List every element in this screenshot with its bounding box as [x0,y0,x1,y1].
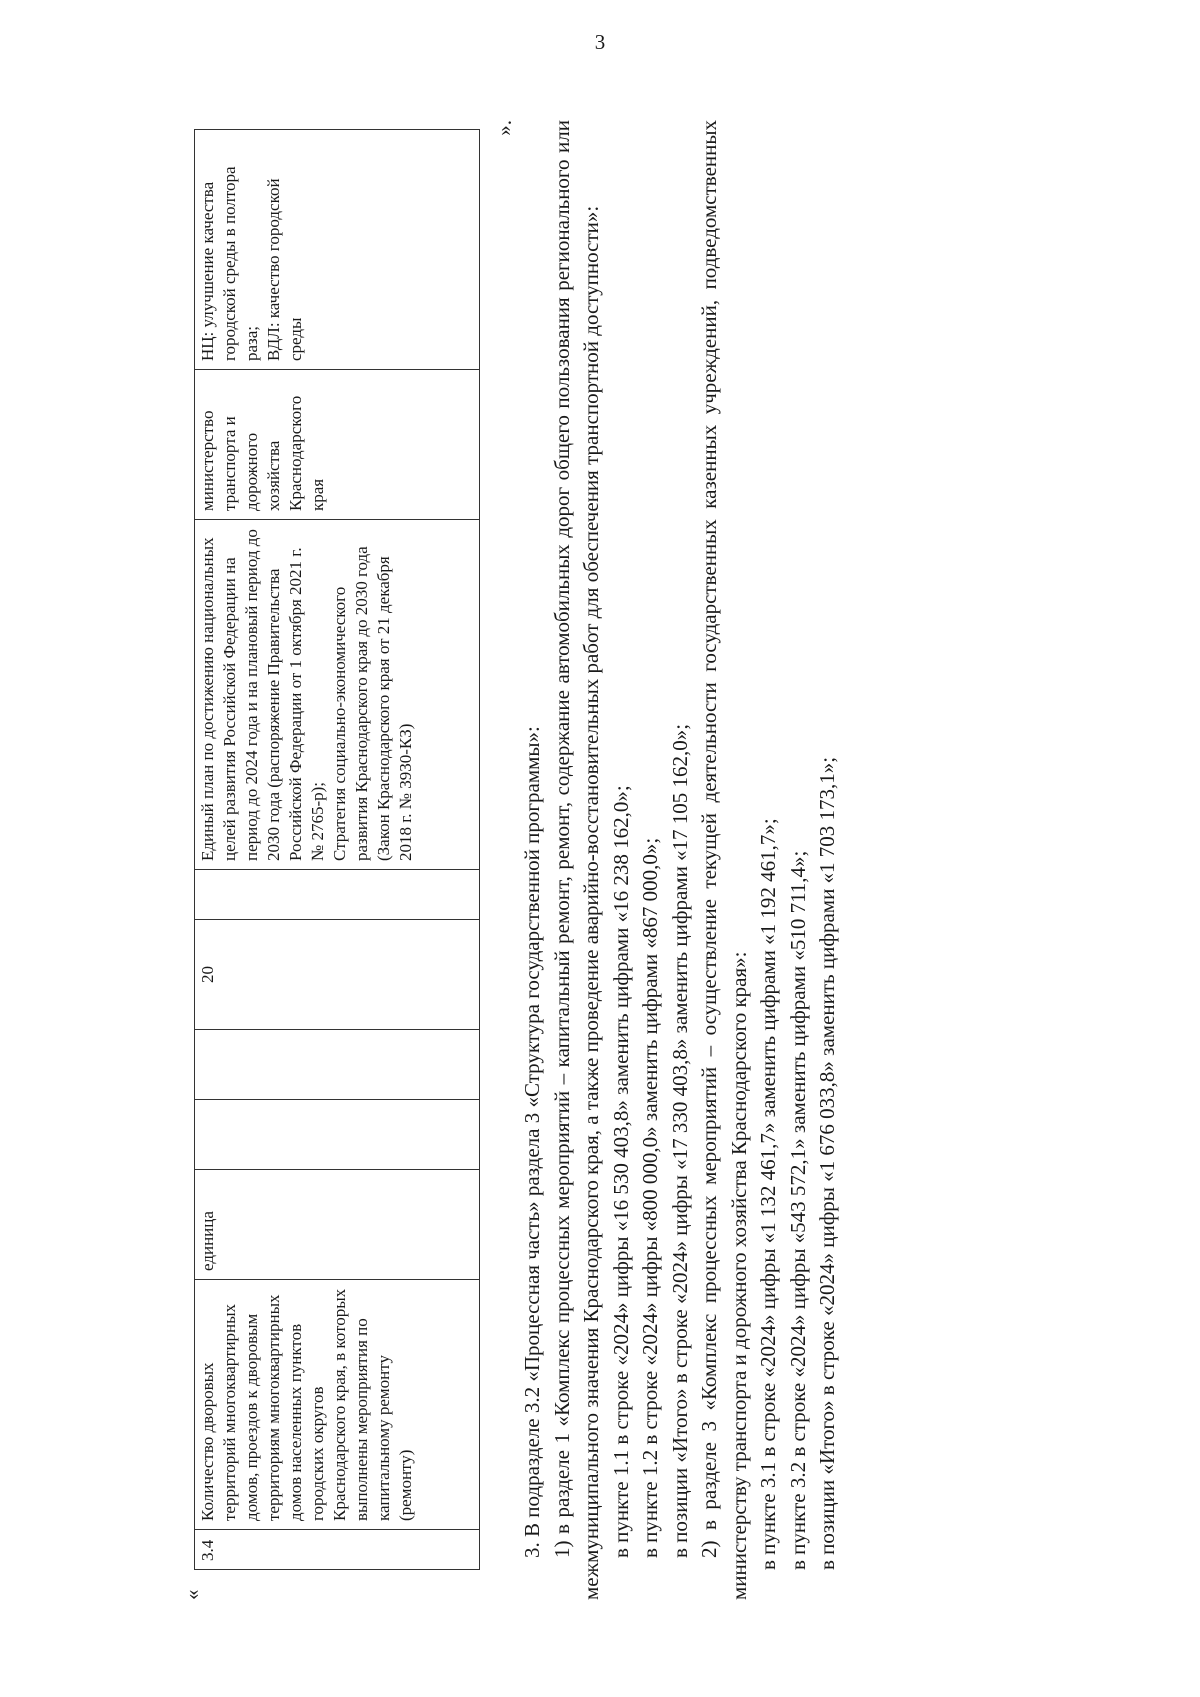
document-item: Стратегия социально-экономического развития Краснодарского края до 2030 года (Закон Краснодарского края от 21 декабря 2018 г. № 3930-КЗ) [330,546,415,861]
cell-goals [195,130,480,370]
table-row [195,130,480,1570]
paragraph: в пункте 1.2 в строке «2024» цифры «800 000,0» заменить цифрами «867 000,0»; [638,837,662,1558]
document-item: Единый план по достижению национальных целей развития Российской Федерации на период до 2024 года и на плановый период до 2030 года (распоряжение Правительства Российской Федерации от 1 октября 2021 г. № 2765-р); [198,529,327,861]
cell-empty [195,1030,480,1100]
paragraph: в пункте 1.1 в строке «2024» цифры «16 530 403,8» заменить цифрами «16 238 162,0»; [608,785,633,1558]
cell-empty [195,870,480,920]
cell-empty [195,1100,480,1170]
closing-quote: ». [492,120,516,136]
body-text [518,120,843,1600]
paragraph: в пункте 3.1 в строке «2024» цифры «1 132 461,7» заменить цифрами «1 192 461,7»; [756,818,780,1570]
rotated-content [180,120,940,1600]
opening-quote: « [180,1589,204,1600]
paragraph: 3. В подразделе 3.2 «Процессная часть» раздела 3 «Структура государственной программы»: [520,726,544,1558]
indicators-table [194,129,480,1570]
goal-item: НЦ: улучшение качества городской среды в полтора раза; [198,166,261,361]
cell-unit: единица [195,1170,480,1280]
page-number: 3 [594,30,606,54]
cell-row-number: 3.4 [195,1530,480,1570]
cell-value: 20 [195,920,480,1030]
paragraph: в позиции «Итого» в строке «2024» цифры «17 330 403,8» заменить цифрами «17 105 162,0»; [667,723,692,1558]
paragraph: в пункте 3.2 в строке «2024» цифры «543 572,1» заменить цифрами «510 711,4»; [785,850,810,1570]
paragraph: 1) в разделе 1 «Комплекс процессных мероприятий – капитальный ремонт, ремонт, содержание автомобильных дорог общего пользования регионального или межмуниципального значения Краснодарского края, а также проведение аварийно-восстановительных работ для обеспечения транспортной доступности»: [549,120,603,1600]
goal-item: ВДЛ: качество городской среды [264,178,305,361]
cell-responsible: министерство транспорта и дорожного хозяйства Краснодарского края [195,370,480,520]
cell-documents [195,520,480,870]
cell-indicator-name: Количество дворовых территорий многоквартирных домов, проездов к дворовым территориям многоквартирных домов населенных пунктов городских округов Краснодарского края, в которых выполнены мероприятия по капитальному ремонту (ремонту) [195,1280,480,1530]
paragraph: 2) в разделе 3 «Комплекс процессных мероприятий – осуществление текущей деятельности государственных казенных учреждений, подведомственных министерству транспорта и дорожного хозяйства Краснодарского края»: [697,120,751,1600]
paragraph: в позиции «Итого» в строке «2024» цифры «1 676 033,8» заменить цифрами «1 703 173,1»; [815,756,839,1570]
